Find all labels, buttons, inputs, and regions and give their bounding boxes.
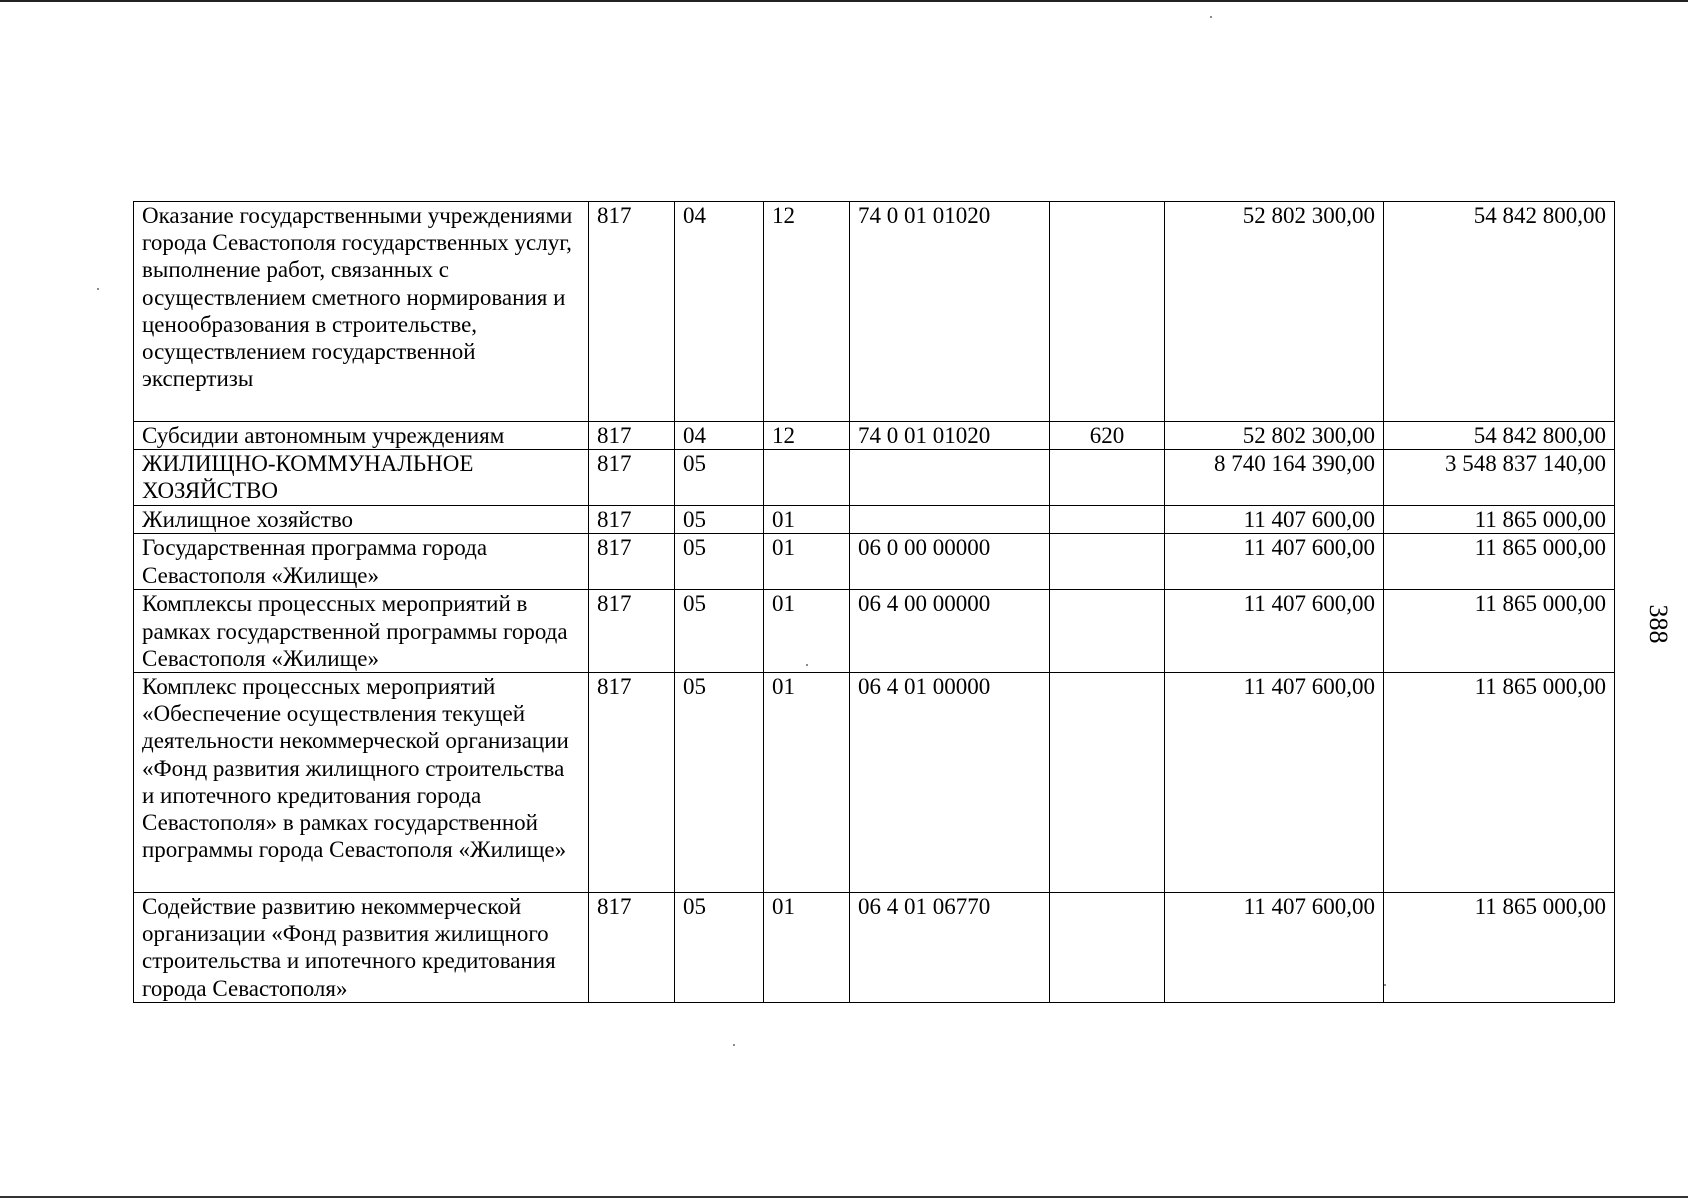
expense-type-cell	[1050, 673, 1165, 893]
grbs-cell: 817	[589, 506, 675, 534]
grbs-cell: 817	[589, 673, 675, 893]
table-row	[134, 422, 1615, 450]
section-cell: 05	[675, 534, 764, 590]
scan-edge-bottom	[0, 1196, 1688, 1198]
sum-year2-cell: 54 842 800,00	[1384, 202, 1615, 422]
sum-year1-cell: 52 802 300,00	[1165, 422, 1384, 450]
target-article-cell	[850, 506, 1050, 534]
expense-name-cell: Оказание государственными учреждениями города Севастополя государственных услуг, выполнение работ, связанных с осуществлением сметного нормирования и ценообразования в строительстве, осуществлением государственной экспертизы	[134, 202, 589, 422]
expense-type-cell	[1050, 590, 1165, 673]
table-row	[134, 450, 1615, 506]
grbs-cell: 817	[589, 202, 675, 422]
scan-speck	[733, 1044, 735, 1046]
sum-year1-cell: 11 407 600,00	[1165, 590, 1384, 673]
expense-type-cell	[1050, 506, 1165, 534]
sum-year1-cell: 11 407 600,00	[1165, 673, 1384, 893]
page-number: 388	[1644, 604, 1673, 644]
table-row	[134, 534, 1615, 590]
table-row	[134, 590, 1615, 673]
sum-year2-cell: 11 865 000,00	[1384, 673, 1615, 893]
expense-name-cell: Комплексы процессных мероприятий в рамках государственной программы города Севастополя «Жилище»	[134, 590, 589, 673]
grbs-cell: 817	[589, 893, 675, 1003]
section-cell: 04	[675, 202, 764, 422]
expense-name-cell: ЖИЛИЩНО-КОММУНАЛЬНОЕ ХОЗЯЙСТВО	[134, 450, 589, 506]
subsection-cell: 01	[764, 534, 850, 590]
expense-name-cell: Субсидии автономным учреждениям	[134, 422, 589, 450]
table-row	[134, 202, 1615, 422]
expense-type-cell	[1050, 202, 1165, 422]
grbs-cell: 817	[589, 534, 675, 590]
target-article-cell: 74 0 01 01020	[850, 422, 1050, 450]
sum-year2-cell: 54 842 800,00	[1384, 422, 1615, 450]
sum-year1-cell: 11 407 600,00	[1165, 506, 1384, 534]
expense-type-cell	[1050, 893, 1165, 1003]
target-article-cell	[850, 450, 1050, 506]
scan-edge-top	[0, 0, 1688, 2]
table-row	[134, 893, 1615, 1003]
subsection-cell: 01	[764, 590, 850, 673]
budget-table	[133, 201, 1615, 1003]
expense-type-cell	[1050, 534, 1165, 590]
sum-year1-cell: 8 740 164 390,00	[1165, 450, 1384, 506]
target-article-cell: 06 4 01 06770	[850, 893, 1050, 1003]
expense-type-cell	[1050, 450, 1165, 506]
target-article-cell: 74 0 01 01020	[850, 202, 1050, 422]
section-cell: 05	[675, 673, 764, 893]
subsection-cell: 01	[764, 673, 850, 893]
sum-year2-cell: 3 548 837 140,00	[1384, 450, 1615, 506]
sum-year1-cell: 11 407 600,00	[1165, 893, 1384, 1003]
sum-year2-cell: 11 865 000,00	[1384, 534, 1615, 590]
table-row	[134, 673, 1615, 893]
section-cell: 05	[675, 506, 764, 534]
grbs-cell: 817	[589, 590, 675, 673]
grbs-cell: 817	[589, 450, 675, 506]
expense-name-cell: Государственная программа города Севастополя «Жилище»	[134, 534, 589, 590]
expense-name-cell: Жилищное хозяйство	[134, 506, 589, 534]
subsection-cell: 12	[764, 422, 850, 450]
table-row	[134, 506, 1615, 534]
subsection-cell: 12	[764, 202, 850, 422]
target-article-cell: 06 4 00 00000	[850, 590, 1050, 673]
sum-year2-cell: 11 865 000,00	[1384, 590, 1615, 673]
sum-year2-cell: 11 865 000,00	[1384, 506, 1615, 534]
section-cell: 05	[675, 450, 764, 506]
subsection-cell: 01	[764, 893, 850, 1003]
expense-name-cell: Содействие развитию некоммерческой организации «Фонд развития жилищного строительства и ипотечного кредитования города Севастополя»	[134, 893, 589, 1003]
sum-year2-cell: 11 865 000,00	[1384, 893, 1615, 1003]
scan-speck	[1210, 16, 1212, 18]
expense-type-cell: 620	[1050, 422, 1165, 450]
sum-year1-cell: 52 802 300,00	[1165, 202, 1384, 422]
expense-name-cell: Комплекс процессных мероприятий «Обеспечение осуществления текущей деятельности некоммерческой организации «Фонд развития жилищного строительства и ипотечного кредитования города Севастополя» в рамках государственной программы города Севастополя «Жилище»	[134, 673, 589, 893]
section-cell: 05	[675, 590, 764, 673]
target-article-cell: 06 4 01 00000	[850, 673, 1050, 893]
section-cell: 05	[675, 893, 764, 1003]
section-cell: 04	[675, 422, 764, 450]
subsection-cell	[764, 450, 850, 506]
grbs-cell: 817	[589, 422, 675, 450]
subsection-cell: 01	[764, 506, 850, 534]
scan-speck	[97, 288, 99, 290]
sum-year1-cell: 11 407 600,00	[1165, 534, 1384, 590]
target-article-cell: 06 0 00 00000	[850, 534, 1050, 590]
